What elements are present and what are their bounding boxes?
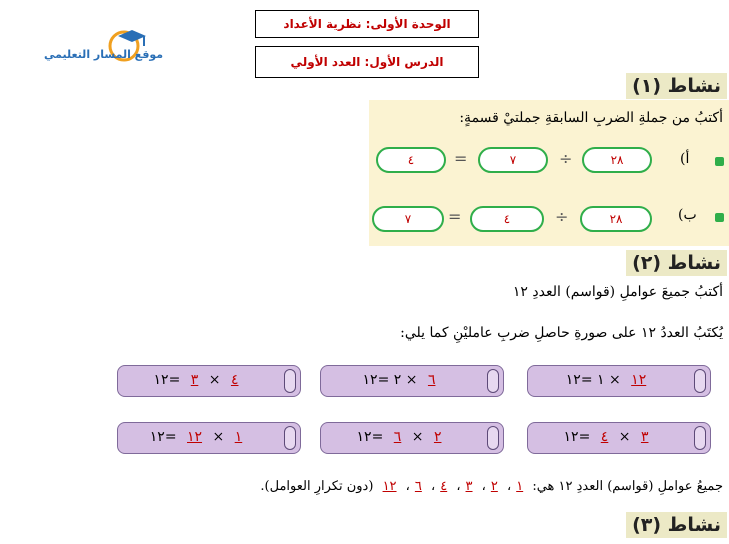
site-logo <box>40 28 190 72</box>
factor-scroll: ١ × ١٢ =١٢ <box>117 422 301 454</box>
activity-1-title: نشاط (١) <box>626 73 727 99</box>
unit-title-box <box>255 10 479 38</box>
factor-answer: ٣ <box>465 479 473 494</box>
factor-answer: ٢ <box>490 479 498 494</box>
lesson-title: الدرس الأول: العدد الأولي <box>290 55 444 69</box>
scroll-curl-icon <box>487 369 499 393</box>
scroll-curl-icon <box>487 426 499 450</box>
logo-text: موقع المسار التعليمي <box>44 48 164 61</box>
row-b-divide: ÷ <box>555 207 569 226</box>
row-a-result[interactable]: ٤ <box>376 147 446 173</box>
row-b-label: ب) <box>678 207 697 223</box>
unit-title: الوحدة الأولى: نظرية الأعداد <box>283 17 451 31</box>
activity-2-line-2: يُكتَبُ العددُ ١٢ على صورةِ حاصلِ ضربِ عامليْنِ كما يلي: <box>400 325 723 341</box>
bullet-icon <box>715 213 724 222</box>
factor-scroll: ٢ × ٦ =١٢ <box>320 422 504 454</box>
scroll-curl-icon <box>284 369 296 393</box>
row-a-dividend[interactable]: ٢٨ <box>582 147 652 173</box>
all-factors-line: جميعُ عواملِ (قواسم) العددِ ١٢ هي: ١، ٢، ٣، ٤، ٦، ١٢ (دون تكرارِ العوامل). <box>260 479 723 494</box>
factor-answer: ٤ <box>440 479 448 494</box>
factor-answer: ١٢ <box>382 479 397 494</box>
row-b-equals: = <box>448 207 462 226</box>
factor-scroll: ٦ × ٢ =١٢ <box>320 365 504 397</box>
row-b-dividend[interactable]: ٢٨ <box>580 206 652 232</box>
factor-answer: ٦ <box>414 479 422 494</box>
lesson-title-box <box>255 46 479 78</box>
activity-2-title: نشاط (٢) <box>626 250 727 276</box>
row-a-equals: = <box>454 149 468 168</box>
activity-2-line-1: أكتبُ جميعَ عواملِ (قواسم) العددِ ١٢ <box>512 284 723 300</box>
row-b-result[interactable]: ٧ <box>372 206 444 232</box>
factor-scroll: ٤ × ٣ =١٢ <box>117 365 301 397</box>
row-a-divisor[interactable]: ٧ <box>478 147 548 173</box>
activity-3-title: نشاط (٣) <box>626 512 727 538</box>
factor-answer: ١ <box>516 479 524 494</box>
row-a-divide: ÷ <box>559 149 573 168</box>
scroll-curl-icon <box>694 426 706 450</box>
row-a-label: أ) <box>680 151 690 167</box>
row-b-divisor[interactable]: ٤ <box>470 206 544 232</box>
scroll-curl-icon <box>284 426 296 450</box>
factor-scroll: ٣ × ٤ =١٢ <box>527 422 711 454</box>
scroll-curl-icon <box>694 369 706 393</box>
activity-1-instruction: أكتبُ من جملةِ الضربِ السابقةِ جملتيْ قسمةٍ: <box>459 110 723 126</box>
factor-scroll: ١٢ × ١ =١٢ <box>527 365 711 397</box>
bullet-icon <box>715 157 724 166</box>
